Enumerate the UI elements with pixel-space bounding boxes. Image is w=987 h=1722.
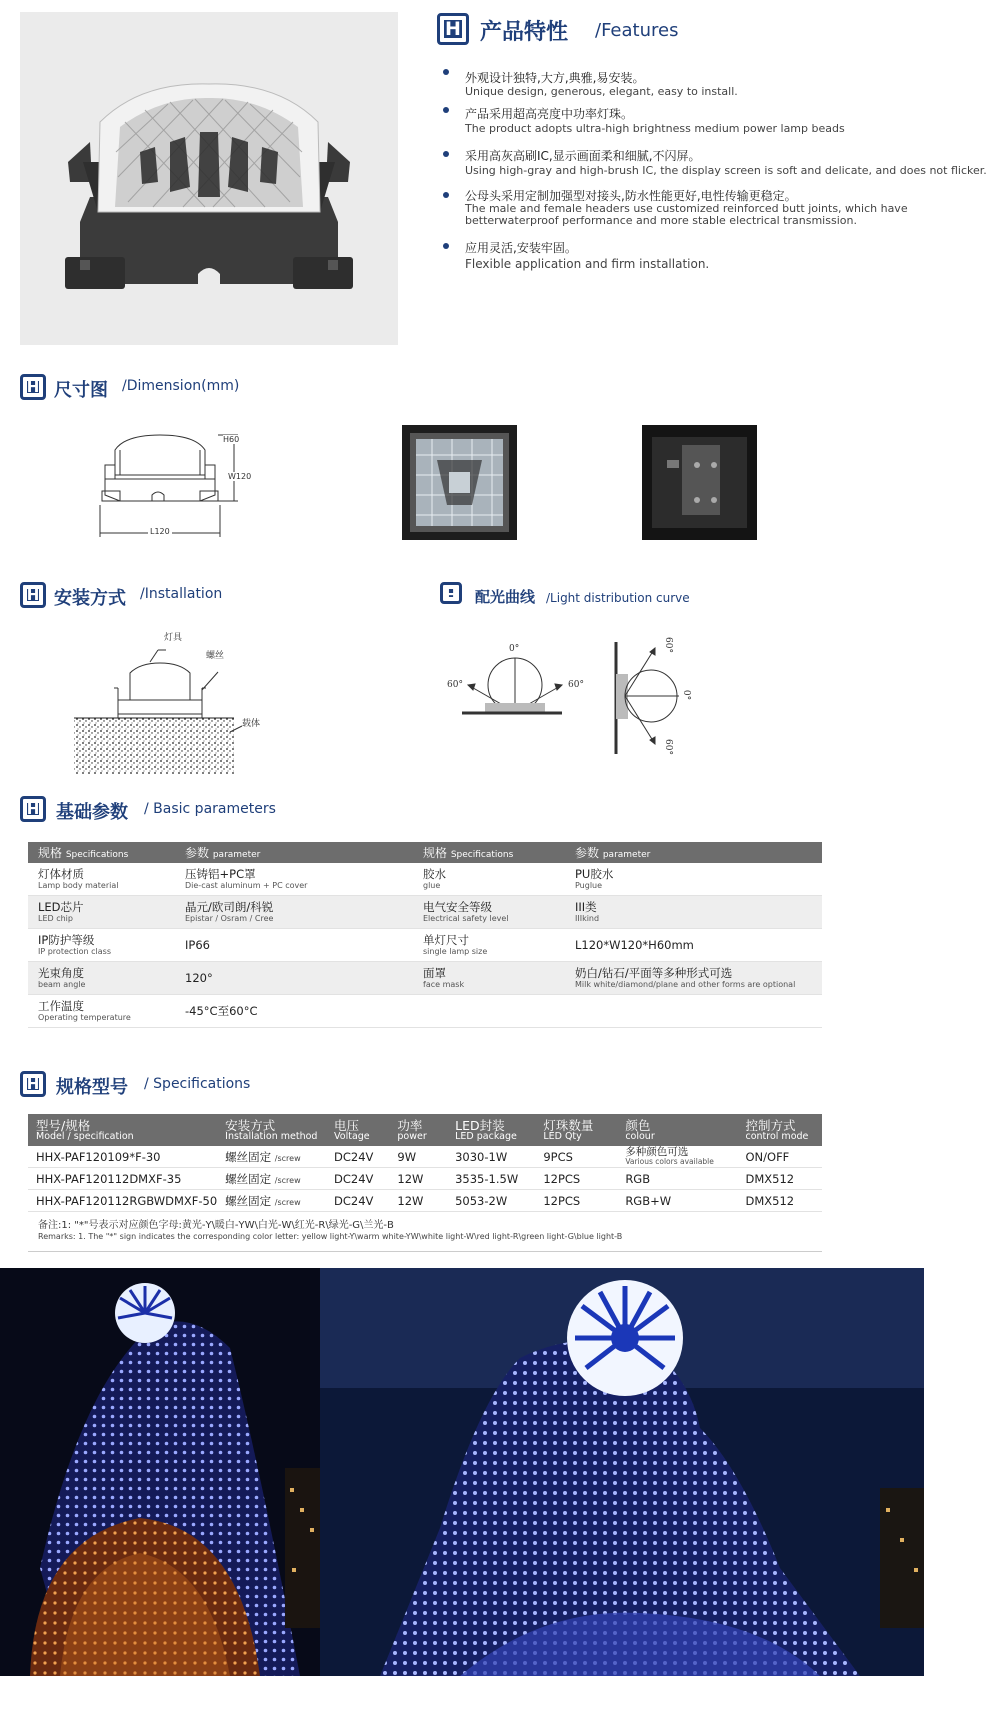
feature-4-en: The male and female headers use customized reinforced butt joints, which have (465, 202, 908, 215)
bullet-icon (443, 69, 449, 75)
bullet-icon (443, 151, 449, 157)
dim-w-label: W120 (228, 472, 252, 481)
table-cell: 安装方式 Installation method (217, 1114, 326, 1146)
specs-subtitle: / Specifications (144, 1076, 251, 1092)
brand-logo-icon (440, 582, 462, 604)
dimension-title: 尺寸图 (54, 380, 108, 401)
angle-0-label: 0° (509, 644, 520, 654)
light-curve-subtitle: /Light distribution curve (546, 591, 690, 605)
bullet-icon (443, 243, 449, 249)
feature-5-en: Flexible application and firm installation. (465, 257, 710, 271)
table-cell: HHX-PAF120112RGBWDMXF-50 (28, 1190, 217, 1212)
dimension-drawing (100, 425, 250, 540)
table-header-row (28, 842, 822, 863)
installation-diagram (70, 628, 270, 778)
feature-3-en: Using high-gray and high-brush IC, the display screen is soft and delicate, and does not flicker. (465, 164, 987, 177)
header-cell: 参数 parameter (175, 842, 413, 863)
feature-5-cn: 应用灵活,安装牢固。 (465, 241, 577, 255)
table-cell: 5053-2W (447, 1190, 535, 1212)
table-cell: 12PCS (535, 1168, 617, 1190)
specs-remark-en: Remarks: 1. The "*" sign indicates the corresponding color letter: yellow light-Y\warm white-YW\white light-W\red light-R\green light-G\blue light-B (38, 1232, 623, 1241)
angle-right-label: 60° (568, 680, 584, 690)
table-cell: LED芯片 LED chip (28, 896, 175, 929)
table-row (28, 929, 822, 962)
table-cell: RGB (617, 1168, 737, 1190)
table-cell: -45°C至60°C (175, 995, 413, 1028)
table-cell: 9W (389, 1146, 447, 1168)
table-row (28, 1146, 822, 1168)
divider (28, 1251, 822, 1252)
table-cell: 3535-1.5W (447, 1168, 535, 1190)
brand-logo-icon (20, 374, 46, 400)
product-photo (20, 12, 398, 345)
table-cell: 奶白/钻石/平面等多种形式可选 Milk white/diamond/plane and other forms are optional (565, 962, 822, 995)
table-cell: 12W (389, 1190, 447, 1212)
feature-2-en: The product adopts ultra-high brightness medium power lamp beads (465, 122, 845, 135)
basic-params-table (28, 842, 822, 1028)
feature-1-cn: 外观设计独特,大方,典雅,易安装。 (465, 71, 645, 85)
brand-logo-icon (20, 582, 46, 608)
table-cell: 晶元/欧司朗/科锐 Epistar / Osram / Cree (175, 896, 413, 929)
table-cell: 工作温度 Operating temperature (28, 995, 175, 1028)
table-cell: 3030-1W (447, 1146, 535, 1168)
table-cell: HHX-PAF120109*F-30 (28, 1146, 217, 1168)
header-cell: 参数 parameter (565, 842, 822, 863)
bottom-view-photo (642, 425, 757, 540)
angle-left-label: 60° (447, 680, 463, 690)
specs-remark-cn: 备注:1: "*"号表示对应颜色字母:黄光-Y\暖白-YW\白光-W\红光-R\绿光-G\兰光-B (38, 1220, 394, 1231)
table-cell: 多种颜色可选 Various colors available (617, 1146, 737, 1168)
feature-2-cn: 产品采用超高亮度中功率灯珠。 (465, 107, 634, 121)
table-cell: 9PCS (535, 1146, 617, 1168)
table-cell: 控制方式 control mode (737, 1114, 822, 1146)
feature-4-cn: 公母头采用定制加强型对接头,防水性能更好,电性传输更稳定。 (465, 189, 797, 203)
specs-title: 规格型号 (56, 1077, 128, 1098)
table-cell: 12PCS (535, 1190, 617, 1212)
table-cell: 光束角度 beam angle (28, 962, 175, 995)
table-cell: HHX-PAF120112DMXF-35 (28, 1168, 217, 1190)
table-cell: 颜色 colour (617, 1114, 737, 1146)
dim-h-label: H60 (223, 435, 240, 444)
table-row (28, 995, 822, 1028)
table-cell: IP防护等级 IP protection class (28, 929, 175, 962)
basic-params-title: 基础参数 (56, 802, 128, 823)
table-cell: 灯珠数量 LED Qty (535, 1114, 617, 1146)
application-photo-right (320, 1268, 924, 1676)
table-cell: RGB+W (617, 1190, 737, 1212)
table-cell: 电气安全等级 Electrical safety level (413, 896, 565, 929)
table-cell: 12W (389, 1168, 447, 1190)
install-screw-label: 螺丝 (206, 651, 225, 661)
table-cell: LED封装 LED package (447, 1114, 535, 1146)
table-cell: L120*W120*H60mm (565, 929, 822, 962)
table-row (28, 896, 822, 929)
table-cell (565, 995, 822, 1028)
feature-1-en: Unique design, generous, elegant, easy to install. (465, 85, 738, 98)
header-cell: 规格 Specifications (413, 842, 565, 863)
table-cell: DC24V (326, 1146, 389, 1168)
table-row (28, 1190, 822, 1212)
table-cell: DC24V (326, 1190, 389, 1212)
table-header-row (28, 1114, 822, 1146)
light-curve-front (440, 640, 600, 735)
table-cell: DC24V (326, 1168, 389, 1190)
light-curve-side (605, 634, 695, 759)
specs-table (28, 1114, 822, 1212)
table-cell: PU胶水 Puglue (565, 863, 822, 896)
table-cell: DMX512 (737, 1190, 822, 1212)
table-cell: 电压 Voltage (326, 1114, 389, 1146)
table-cell: 120° (175, 962, 413, 995)
table-cell: 型号/规格 Model / specification (28, 1114, 217, 1146)
installation-subtitle: /Installation (140, 586, 223, 602)
table-cell: 单灯尺寸 single lamp size (413, 929, 565, 962)
installation-title: 安装方式 (54, 588, 126, 609)
features-subtitle: /Features (595, 20, 679, 41)
table-cell (413, 995, 565, 1028)
side-angle-bottom-label: 60° (662, 739, 673, 755)
table-row (28, 863, 822, 896)
brand-logo-icon (20, 1071, 46, 1097)
top-view-photo (402, 425, 517, 540)
side-angle-mid-label: 0° (681, 689, 692, 701)
table-cell: IP66 (175, 929, 413, 962)
table-cell: 螺丝固定 /screw (217, 1146, 326, 1168)
install-carrier-label: 载体 (242, 719, 261, 729)
feature-3-cn: 采用高灰高刷IC,显示画面柔和细腻,不闪屏。 (465, 149, 701, 163)
dim-l-label: L120 (150, 527, 170, 536)
table-cell: 压铸铝+PC罩 Die-cast aluminum + PC cover (175, 863, 413, 896)
table-cell: ON/OFF (737, 1146, 822, 1168)
table-row (28, 1168, 822, 1190)
table-cell: 螺丝固定 /screw (217, 1168, 326, 1190)
table-cell: 灯体材质 Lamp body material (28, 863, 175, 896)
table-cell: III类 IIIkind (565, 896, 822, 929)
bullet-icon (443, 107, 449, 113)
side-angle-top-label: 60° (662, 637, 673, 653)
brand-logo-icon (437, 13, 469, 45)
table-cell: 胶水 glue (413, 863, 565, 896)
table-row (28, 962, 822, 995)
application-photo-left (0, 1268, 320, 1676)
bullet-icon (443, 192, 449, 198)
light-curve-title: 配光曲线 (475, 588, 536, 606)
feature-4-en-2: betterwaterproof performance and more stable electrical transmission. (465, 214, 857, 227)
basic-params-subtitle: / Basic parameters (144, 801, 276, 817)
install-lamp-label: 灯具 (164, 633, 183, 643)
table-cell: DMX512 (737, 1168, 822, 1190)
brand-logo-icon (20, 796, 46, 822)
features-title: 产品特性 (480, 20, 569, 45)
table-cell: 功率 power (389, 1114, 447, 1146)
dimension-subtitle: /Dimension(mm) (122, 378, 240, 394)
table-cell: 面罩 face mask (413, 962, 565, 995)
header-cell: 规格 Specifications (28, 842, 175, 863)
table-cell: 螺丝固定 /screw (217, 1190, 326, 1212)
